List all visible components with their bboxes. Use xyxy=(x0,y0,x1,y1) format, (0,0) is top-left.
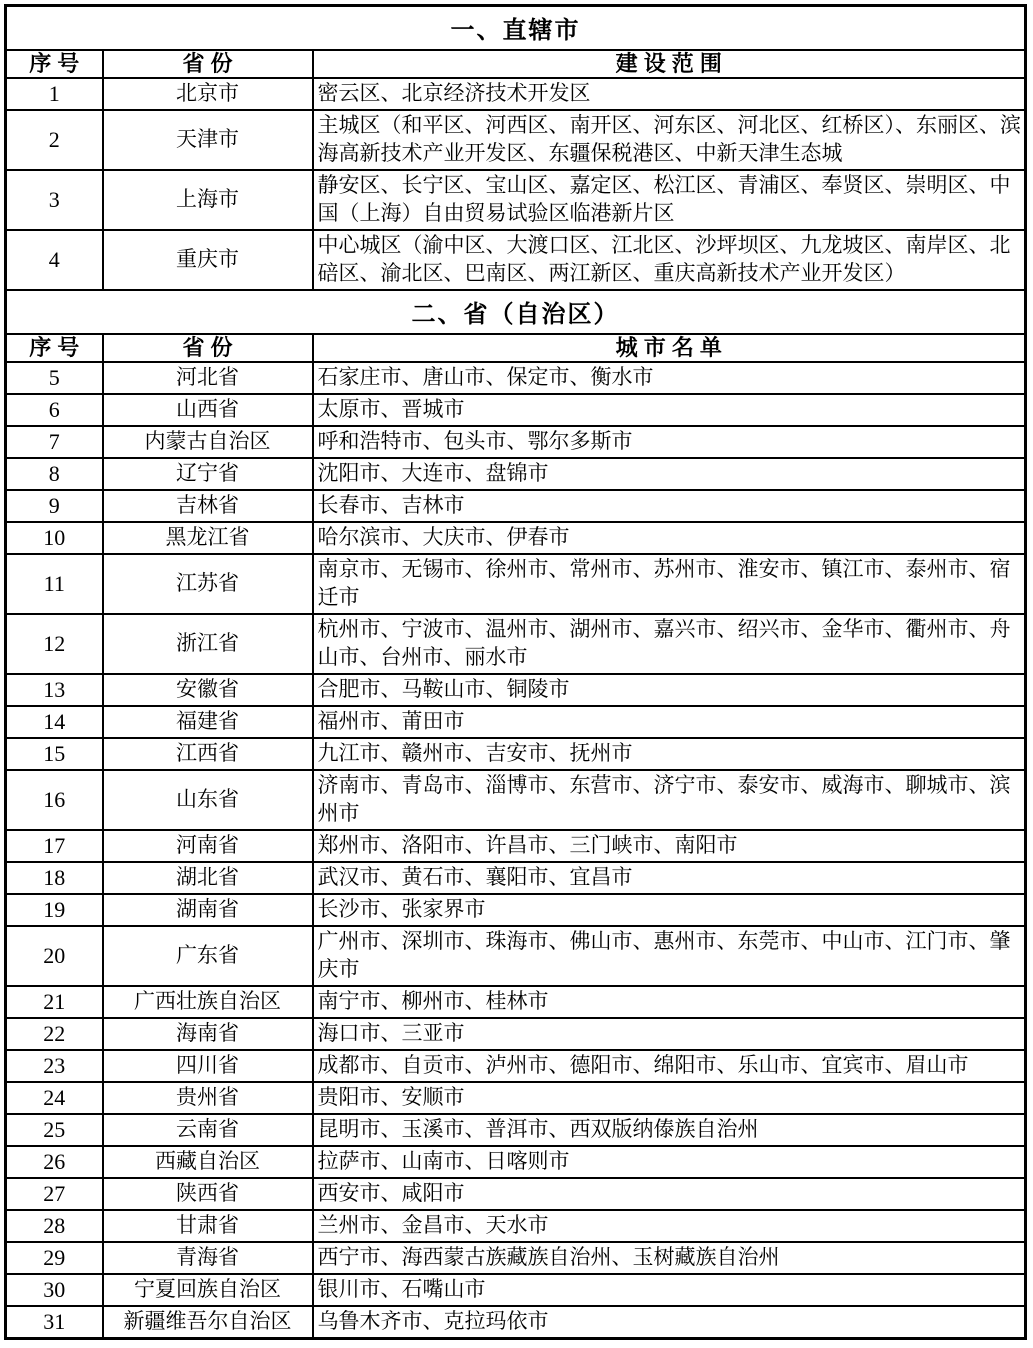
detail-cell: 济南市、青岛市、淄博市、东营市、济宁市、泰安市、威海市、聊城市、滨州市 xyxy=(313,770,1026,830)
row-number-cell: 28 xyxy=(6,1210,103,1242)
row-number-cell: 29 xyxy=(6,1242,103,1274)
detail-cell: 主城区（和平区、河西区、南开区、河东区、河北区、红桥区）、东丽区、滨海高新技术产业开发区、东疆保税港区、中新天津生态城 xyxy=(313,110,1026,170)
province-cell: 陕西省 xyxy=(103,1178,313,1210)
section-title: 二、省（自治区） xyxy=(6,290,1026,334)
province-cell: 河南省 xyxy=(103,830,313,862)
row-number-cell: 27 xyxy=(6,1178,103,1210)
table-row xyxy=(6,490,1026,522)
detail-cell: 西安市、咸阳市 xyxy=(313,1178,1026,1210)
province-cell: 福建省 xyxy=(103,706,313,738)
column-header-row xyxy=(6,334,1026,362)
province-cell: 山西省 xyxy=(103,394,313,426)
table-row xyxy=(6,862,1026,894)
detail-cell: 海口市、三亚市 xyxy=(313,1018,1026,1050)
province-cell: 广东省 xyxy=(103,926,313,986)
detail-cell: 哈尔滨市、大庆市、伊春市 xyxy=(313,522,1026,554)
row-number-cell: 9 xyxy=(6,490,103,522)
column-header-detail: 城 市 名 单 xyxy=(313,334,1026,362)
province-cell: 云南省 xyxy=(103,1114,313,1146)
table-row xyxy=(6,830,1026,862)
province-cell: 江西省 xyxy=(103,738,313,770)
table-row xyxy=(6,1274,1026,1306)
detail-cell: 杭州市、宁波市、温州市、湖州市、嘉兴市、绍兴市、金华市、衢州市、舟山市、台州市、丽水市 xyxy=(313,614,1026,674)
row-number-cell: 13 xyxy=(6,674,103,706)
province-cell: 北京市 xyxy=(103,78,313,110)
province-city-table xyxy=(4,4,1027,1340)
row-number-cell: 31 xyxy=(6,1306,103,1339)
row-number-cell: 19 xyxy=(6,894,103,926)
detail-cell: 兰州市、金昌市、天水市 xyxy=(313,1210,1026,1242)
province-cell: 湖北省 xyxy=(103,862,313,894)
row-number-cell: 21 xyxy=(6,986,103,1018)
row-number-cell: 15 xyxy=(6,738,103,770)
row-number-cell: 2 xyxy=(6,110,103,170)
detail-cell: 石家庄市、唐山市、保定市、衡水市 xyxy=(313,362,1026,394)
province-cell: 江苏省 xyxy=(103,554,313,614)
column-header-detail: 建 设 范 围 xyxy=(313,50,1026,78)
province-cell: 内蒙古自治区 xyxy=(103,426,313,458)
detail-cell: 福州市、莆田市 xyxy=(313,706,1026,738)
table-row xyxy=(6,1242,1026,1274)
detail-cell: 武汉市、黄石市、襄阳市、宜昌市 xyxy=(313,862,1026,894)
table-row xyxy=(6,986,1026,1018)
province-cell: 四川省 xyxy=(103,1050,313,1082)
row-number-cell: 30 xyxy=(6,1274,103,1306)
province-cell: 安徽省 xyxy=(103,674,313,706)
row-number-cell: 17 xyxy=(6,830,103,862)
table-row xyxy=(6,1210,1026,1242)
province-cell: 黑龙江省 xyxy=(103,522,313,554)
province-cell: 青海省 xyxy=(103,1242,313,1274)
province-cell: 山东省 xyxy=(103,770,313,830)
province-cell: 甘肃省 xyxy=(103,1210,313,1242)
table-row xyxy=(6,554,1026,614)
table-row xyxy=(6,738,1026,770)
table-body xyxy=(6,6,1026,1339)
table-row xyxy=(6,1050,1026,1082)
column-header-province: 省 份 xyxy=(103,50,313,78)
row-number-cell: 23 xyxy=(6,1050,103,1082)
column-header-no: 序 号 xyxy=(6,50,103,78)
table-row xyxy=(6,458,1026,490)
row-number-cell: 11 xyxy=(6,554,103,614)
detail-cell: 郑州市、洛阳市、许昌市、三门峡市、南阳市 xyxy=(313,830,1026,862)
detail-cell: 中心城区（渝中区、大渡口区、江北区、沙坪坝区、九龙坡区、南岸区、北碚区、渝北区、巴南区、两江新区、重庆高新技术产业开发区） xyxy=(313,230,1026,290)
province-cell: 上海市 xyxy=(103,170,313,230)
column-header-no: 序 号 xyxy=(6,334,103,362)
row-number-cell: 14 xyxy=(6,706,103,738)
section-title-row xyxy=(6,290,1026,334)
table-row xyxy=(6,78,1026,110)
province-cell: 海南省 xyxy=(103,1018,313,1050)
row-number-cell: 7 xyxy=(6,426,103,458)
detail-cell: 乌鲁木齐市、克拉玛依市 xyxy=(313,1306,1026,1339)
table-row xyxy=(6,1114,1026,1146)
row-number-cell: 6 xyxy=(6,394,103,426)
table-row xyxy=(6,894,1026,926)
row-number-cell: 12 xyxy=(6,614,103,674)
row-number-cell: 18 xyxy=(6,862,103,894)
province-cell: 辽宁省 xyxy=(103,458,313,490)
row-number-cell: 20 xyxy=(6,926,103,986)
detail-cell: 合肥市、马鞍山市、铜陵市 xyxy=(313,674,1026,706)
province-cell: 重庆市 xyxy=(103,230,313,290)
detail-cell: 太原市、晋城市 xyxy=(313,394,1026,426)
table-row xyxy=(6,522,1026,554)
detail-cell: 西宁市、海西蒙古族藏族自治州、玉树藏族自治州 xyxy=(313,1242,1026,1274)
column-header-province: 省 份 xyxy=(103,334,313,362)
row-number-cell: 22 xyxy=(6,1018,103,1050)
row-number-cell: 26 xyxy=(6,1146,103,1178)
row-number-cell: 16 xyxy=(6,770,103,830)
row-number-cell: 8 xyxy=(6,458,103,490)
province-cell: 吉林省 xyxy=(103,490,313,522)
row-number-cell: 24 xyxy=(6,1082,103,1114)
table-row xyxy=(6,170,1026,230)
table-row xyxy=(6,362,1026,394)
table-row xyxy=(6,230,1026,290)
province-cell: 西藏自治区 xyxy=(103,1146,313,1178)
detail-cell: 南宁市、柳州市、桂林市 xyxy=(313,986,1026,1018)
table-row xyxy=(6,110,1026,170)
detail-cell: 贵阳市、安顺市 xyxy=(313,1082,1026,1114)
table-row xyxy=(6,1306,1026,1339)
detail-cell: 成都市、自贡市、泸州市、德阳市、绵阳市、乐山市、宜宾市、眉山市 xyxy=(313,1050,1026,1082)
province-cell: 宁夏回族自治区 xyxy=(103,1274,313,1306)
table-row xyxy=(6,614,1026,674)
table-row xyxy=(6,394,1026,426)
province-cell: 新疆维吾尔自治区 xyxy=(103,1306,313,1339)
row-number-cell: 10 xyxy=(6,522,103,554)
province-cell: 天津市 xyxy=(103,110,313,170)
table-row xyxy=(6,426,1026,458)
table-row xyxy=(6,1018,1026,1050)
detail-cell: 银川市、石嘴山市 xyxy=(313,1274,1026,1306)
province-cell: 湖南省 xyxy=(103,894,313,926)
row-number-cell: 3 xyxy=(6,170,103,230)
detail-cell: 沈阳市、大连市、盘锦市 xyxy=(313,458,1026,490)
row-number-cell: 1 xyxy=(6,78,103,110)
row-number-cell: 25 xyxy=(6,1114,103,1146)
province-cell: 浙江省 xyxy=(103,614,313,674)
table-row xyxy=(6,1178,1026,1210)
detail-cell: 南京市、无锡市、徐州市、常州市、苏州市、淮安市、镇江市、泰州市、宿迁市 xyxy=(313,554,1026,614)
detail-cell: 静安区、长宁区、宝山区、嘉定区、松江区、青浦区、奉贤区、崇明区、中国（上海）自由贸易试验区临港新片区 xyxy=(313,170,1026,230)
detail-cell: 拉萨市、山南市、日喀则市 xyxy=(313,1146,1026,1178)
detail-cell: 广州市、深圳市、珠海市、佛山市、惠州市、东莞市、中山市、江门市、肇庆市 xyxy=(313,926,1026,986)
province-cell: 河北省 xyxy=(103,362,313,394)
detail-cell: 呼和浩特市、包头市、鄂尔多斯市 xyxy=(313,426,1026,458)
table-row xyxy=(6,1146,1026,1178)
detail-cell: 长春市、吉林市 xyxy=(313,490,1026,522)
section-title: 一、直辖市 xyxy=(6,6,1026,50)
province-cell: 广西壮族自治区 xyxy=(103,986,313,1018)
table-row xyxy=(6,674,1026,706)
table-row xyxy=(6,1082,1026,1114)
detail-cell: 密云区、北京经济技术开发区 xyxy=(313,78,1026,110)
detail-cell: 昆明市、玉溪市、普洱市、西双版纳傣族自治州 xyxy=(313,1114,1026,1146)
province-cell: 贵州省 xyxy=(103,1082,313,1114)
table-row xyxy=(6,926,1026,986)
column-header-row xyxy=(6,50,1026,78)
row-number-cell: 5 xyxy=(6,362,103,394)
table-row xyxy=(6,706,1026,738)
detail-cell: 九江市、赣州市、吉安市、抚州市 xyxy=(313,738,1026,770)
section-title-row xyxy=(6,6,1026,50)
detail-cell: 长沙市、张家界市 xyxy=(313,894,1026,926)
row-number-cell: 4 xyxy=(6,230,103,290)
table-row xyxy=(6,770,1026,830)
